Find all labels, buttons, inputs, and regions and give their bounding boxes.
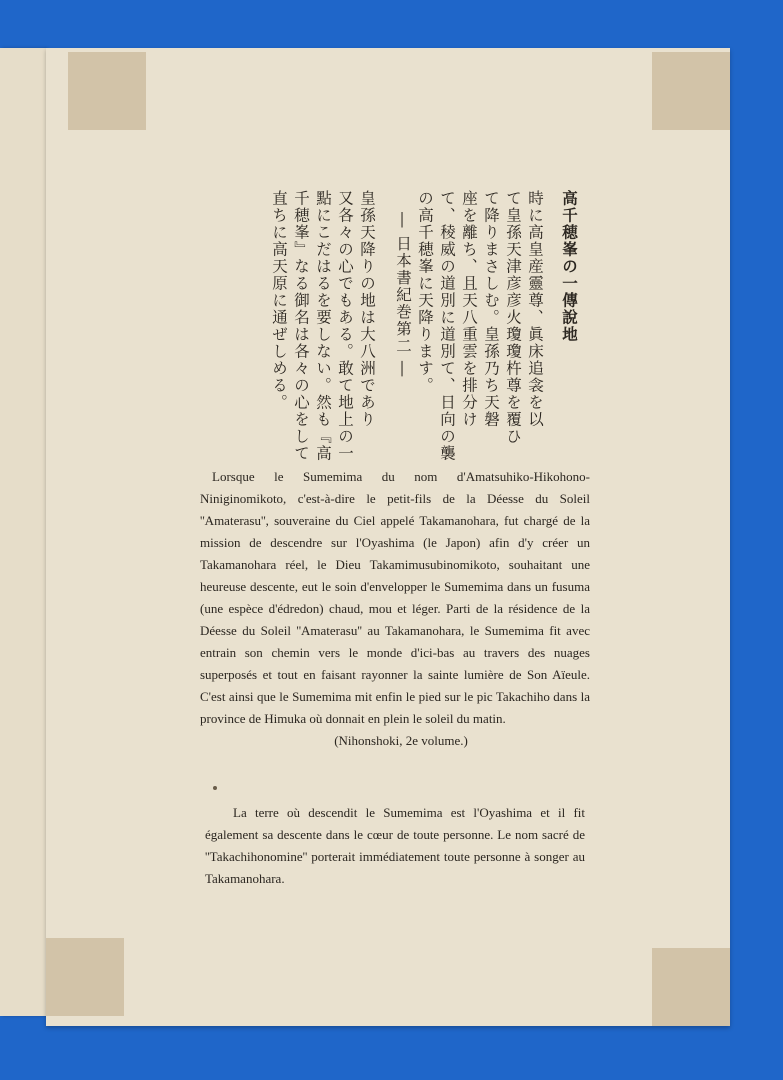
ink-dot [213, 786, 217, 790]
photo-corner-bottom-right [652, 948, 730, 1026]
japanese-source: ― 日本書紀巻第二 ― [394, 212, 412, 378]
japanese-title: 高千穂峯の一傳說地 [560, 190, 579, 343]
french-paragraph-1: Lorsque le Sumemima du nom d'Amatsuhiko-Hikohono-Niniginomikoto, c'est-à-dire le petit-fils de la Déesse du Soleil ''Amaterasu'', souveraine du Ciel appelé Takamanohara, fut chargé de la mission de descendre sur l'Oyashima (le Japon) afin d'y créer un Takamanohara réel, le Dieu Takamimusubinomikoto, souhaitant une heureuse descente, eut le soin d'envelopper le Sumemima dans un fusuma (une espèce d'édredon) chaud, mou et léger. Parti de la résidence de la Déesse du Soleil ''Amaterasu'' au Takamanohara, le Sumemima fit avec entrain son chemin vers le monde d'ici-bas au travers des nuages superposés et tout en faisant rayonner la sainte lumière de Son Aïeule. C'est ainsi que le Sumemima mit enfin le pied sur le pic Takachiho dans la province de Himuka où donnait en plein le soleil du matin. [200, 469, 590, 726]
french-paragraph-2: La terre où descendit le Sumemima est l'Oyashima et il fit également sa descente dans le cœur de toute personne. Le nom sacré de ''Takachihonomine'' porterait immédiatement toute personne à songer au Takamanohara. [205, 805, 585, 886]
japanese-comment-line: 點にこだはるを要しない。然も『高 [314, 190, 332, 462]
japanese-comment-line: 直ちに高天原に通ぜしめる。 [270, 190, 288, 411]
japanese-line: 座を離ち、且天八重雲を排分け [460, 190, 478, 428]
japanese-line: 時に高皇産靈尊、眞床追衾を以 [526, 190, 544, 428]
japanese-comment-line: 皇孫天降りの地は大八洲であり [358, 190, 376, 428]
japanese-line: て降りまさしむ。皇孫乃ち天磐 [482, 190, 500, 428]
japanese-comment-line: 千穂峯』なる御名は各々の心をして [292, 190, 310, 462]
japanese-comment-line: 又各々の心でもある。敢て地上の一 [336, 190, 354, 462]
photo-corner-top-right [652, 52, 730, 130]
japanese-line: て皇孫天津彦彦火瓊瓊杵尊を覆ひ [504, 190, 522, 445]
french-citation: (Nihonshoki, 2e volume.) [334, 733, 468, 748]
left-page-edge [0, 48, 46, 1016]
french-translation [200, 466, 590, 752]
japanese-line: の高千穂峯に天降ります。 [416, 190, 434, 394]
photo-corner-bottom-left [46, 938, 124, 1016]
japanese-line: て、稜威の道別に道別て、日向の襲 [438, 190, 456, 462]
french-commentary [205, 802, 585, 890]
photo-corner-top-left [68, 52, 146, 130]
